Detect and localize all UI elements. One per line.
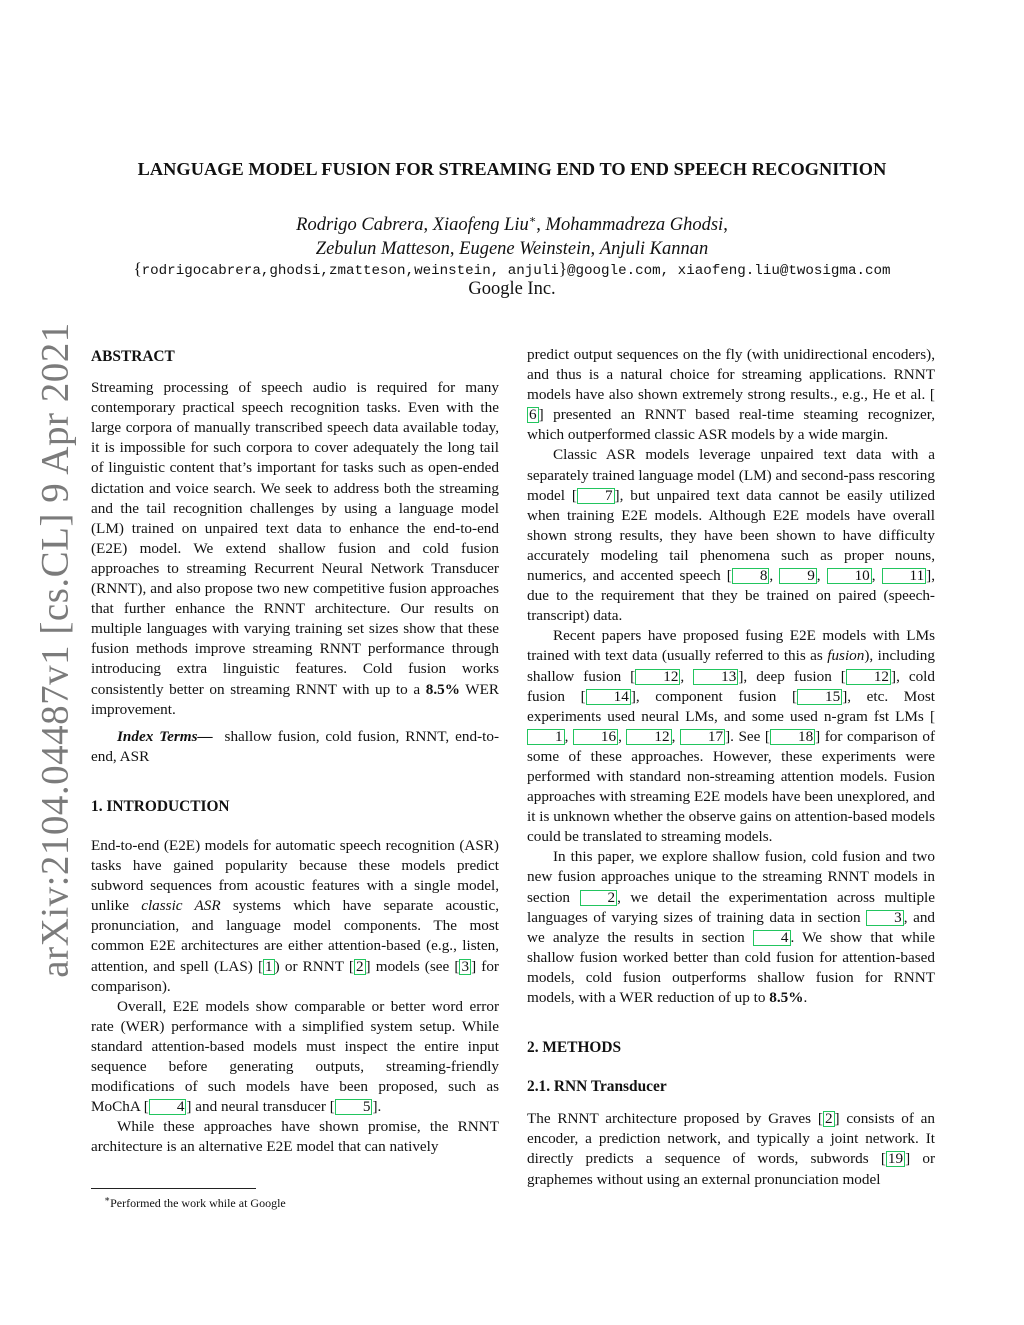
body-paragraph: Recent papers have proposed fusing E2E models with LMs trained with text data (usually referred to this as fusion), including shallow fusion [ 12 , 13 ], deep fusion [ 12 ], cold fusion [ 14 ], component fusion [ 15 ], etc. Most experiments used neural LMs, and some used n-gram fst LMs [1 , 16 , 12 , 17 ]. See [ 18 ] for comparison of some of these approaches. However, these experiments were performed with standard non-streaming attention models. Fusion approaches with streaming E2E models have been unexplored, and it is unknown whether the observe gains on attention-based models could be translated to streaming models. [527, 627, 936, 846]
citation-link[interactable]: 2 [355, 957, 364, 975]
footnote-star: ∗ [528, 214, 537, 226]
body-paragraph: In this paper, we explore shallow fusion, cold fusion and two new fusion approaches unique to the streaming RNNT models in section 2 , we detail the experimentation across multiple languages of varying sizes of training data in section 3 , and we analyze the results in section 4 . We show that while shallow fusion worked better than cold fusion for attention-based models, cold fusion outperforms shallow fusion for RNNT models, with a WER reduction of up to 8.5%. [527, 848, 936, 1006]
author-name: Mohammadreza Ghodsi [545, 215, 724, 236]
citation-link[interactable]: 7 [577, 488, 615, 504]
citation-link[interactable]: 11 [882, 568, 927, 584]
abstract-text: Streaming processing of speech audio is required for many contemporary practical speech recognition tasks. Even with the large corpora of manually transcribed speech data available today, it is impossible for such corpora to cover adequately the long tail of linguistic content that’s important for tasks such as open-ended dictation and voice search. We seek to address both the streaming and the tail recognition challenges by using a language model (LM) trained on unpaired text data to enhance the end-to-end (E2E) model. We extend shallow fusion and cold fusion approaches to streaming Recurrent Neural Network Transducer (RNNT), and also propose two new competitive fusion approaches that further enhance the RNNT architecture. Our results on multiple languages with varying training set sizes show that these fusion methods improve streaming RNNT performance through introducing extra linguistic features. Cold fusion works consistently better on streaming RNNT with up to a 8.5% WER improvement. [91, 379, 499, 718]
left-column [91, 345, 499, 1157]
citation-link[interactable]: 17 [680, 729, 725, 745]
citation-link[interactable]: 8 [732, 568, 770, 584]
author-name: Zebulun Matteson [315, 239, 450, 260]
citation-link[interactable]: 18 [770, 729, 815, 745]
citation-link[interactable]: 19 [887, 1150, 904, 1168]
paper-title: LANGUAGE MODEL FUSION FOR STREAMING END TO END SPEECH RECOGNITION [137, 159, 887, 179]
author-line-1: Rodrigo Cabrera, Xiaofeng Liu∗, Mohammadreza Ghodsi, [296, 214, 728, 236]
author-name: Rodrigo Cabrera [296, 215, 424, 236]
index-terms: Index Terms— shallow fusion, cold fusion, RNNT, end-to-end, ASR [91, 727, 500, 765]
author-name: Xiaofeng Liu [432, 215, 529, 236]
rnnt-subsection-heading: 2.1. RNN Transducer [527, 1078, 667, 1096]
citation-link[interactable]: 15 [797, 689, 842, 705]
citation-link[interactable]: 16 [573, 729, 618, 745]
body-paragraph: Classic ASR models leverage unpaired text data with a separately trained language model (LM) and second-pass rescoring model [ 7 ], but unpaired text data cannot be easily utilized when training E2E models. Although E2E models have overall shown strong results, they have been shown to have difficulty accurately modeling tail phenomena such as proper nouns, numerics, and accented speech [ 8 , 9 , 10 , 11 ], due to the requirement that they be trained on paired (speech-transcript) data. [527, 446, 936, 625]
citation-link[interactable]: 3 [461, 957, 470, 975]
right-column [527, 345, 935, 1190]
footnote-divider [91, 1188, 256, 1189]
section-link[interactable]: 4 [753, 930, 791, 946]
body-paragraph: The RNNT architecture proposed by Graves [ 2 ] consists of an encoder, a prediction network, and typically a joint network. It directly predicts a sequence of words, subwords [ 19 ] or graphemes without using an external pronunciation model [527, 1110, 936, 1188]
methods-heading: 2. METHODS [527, 1039, 622, 1057]
citation-link[interactable]: 12 [846, 669, 891, 685]
section-link[interactable]: 3 [866, 910, 904, 926]
email-users: rodrigocabrera,ghodsi,zmatteson,weinstein, anjuli [141, 263, 559, 279]
citation-link[interactable]: 2 [824, 1110, 833, 1128]
footnote: ∗Performed the work while at Google [104, 1194, 286, 1210]
citation-link[interactable]: 6 [529, 406, 537, 424]
introduction-heading: 1. INTRODUCTION [91, 797, 230, 815]
author-list [0, 208, 1024, 261]
abstract-heading: ABSTRACT [91, 348, 175, 365]
index-terms-label: Index Terms— [117, 727, 213, 745]
intro-paragraph: While these approaches have shown promise, the RNNT architecture is an alternative E2E model that can natively [91, 1118, 499, 1156]
citation-link[interactable]: 4 [149, 1099, 187, 1115]
section-link[interactable]: 2 [580, 890, 618, 906]
email-domains: @google.com, xiaofeng.liu@twosigma.com [567, 263, 891, 279]
citation-link[interactable]: 1 [527, 729, 565, 745]
arxiv-identifier: arXiv:2104.04487v1 [cs.CL] 9 Apr 2021 [33, 322, 77, 978]
body-paragraph: predict output sequences on the fly (with unidirectional encoders), and thus is a natural choice for streaming applications. RNNT models have also shown extremely strong results., e.g., He et al. [6 ] presented an RNNT based real-time steaming recognizer, which outperformed classic ASR models by a wide margin. [527, 346, 935, 444]
author-name: Eugene Weinstein [459, 239, 591, 260]
author-line-2: Zebulun Matteson, Eugene Weinstein, Anjuli Kannan [315, 239, 709, 260]
intro-paragraph: Overall, E2E models show comparable or better word error rate (WER) performance with a simplified system setup. While standard attention-based models must inspect the entire input sequence before generating outputs, streaming-friendly modifications of such models have been proposed, such as MoChA [ 4 ] and neural transducer [ 5 ]. [91, 997, 499, 1116]
citation-link[interactable]: 12 [635, 669, 680, 685]
author-emails: {rodrigocabrera,ghodsi,zmatteson,weinstein, anjuli}@google.com, xiaofeng.liu@twosigma.com [133, 259, 891, 279]
citation-link[interactable]: 12 [626, 729, 671, 745]
affiliation: Google Inc. [468, 279, 556, 299]
author-name: Anjuli Kannan [599, 239, 709, 260]
abstract-highlight: 8.5% [425, 680, 460, 698]
citation-link[interactable]: 9 [779, 568, 817, 584]
citation-link[interactable]: 5 [335, 1099, 373, 1115]
citation-link[interactable]: 10 [827, 568, 872, 584]
citation-link[interactable]: 1 [265, 957, 273, 975]
citation-link[interactable]: 13 [693, 669, 738, 685]
citation-link[interactable]: 14 [586, 689, 631, 705]
intro-paragraph: End-to-end (E2E) models for automatic speech recognition (ASR) tasks have gained popularity because these models predict subword sequences from acoustic features with a single model, unlike classic ASR systems which have separate acoustic, pronunciation, and language model components. The most common E2E architectures are either attention-based (e.g., listen, attention, and spell (LAS) [ 1 ) or RNNT [ 2 ] models (see [ 3 ] for comparison). [91, 836, 500, 995]
